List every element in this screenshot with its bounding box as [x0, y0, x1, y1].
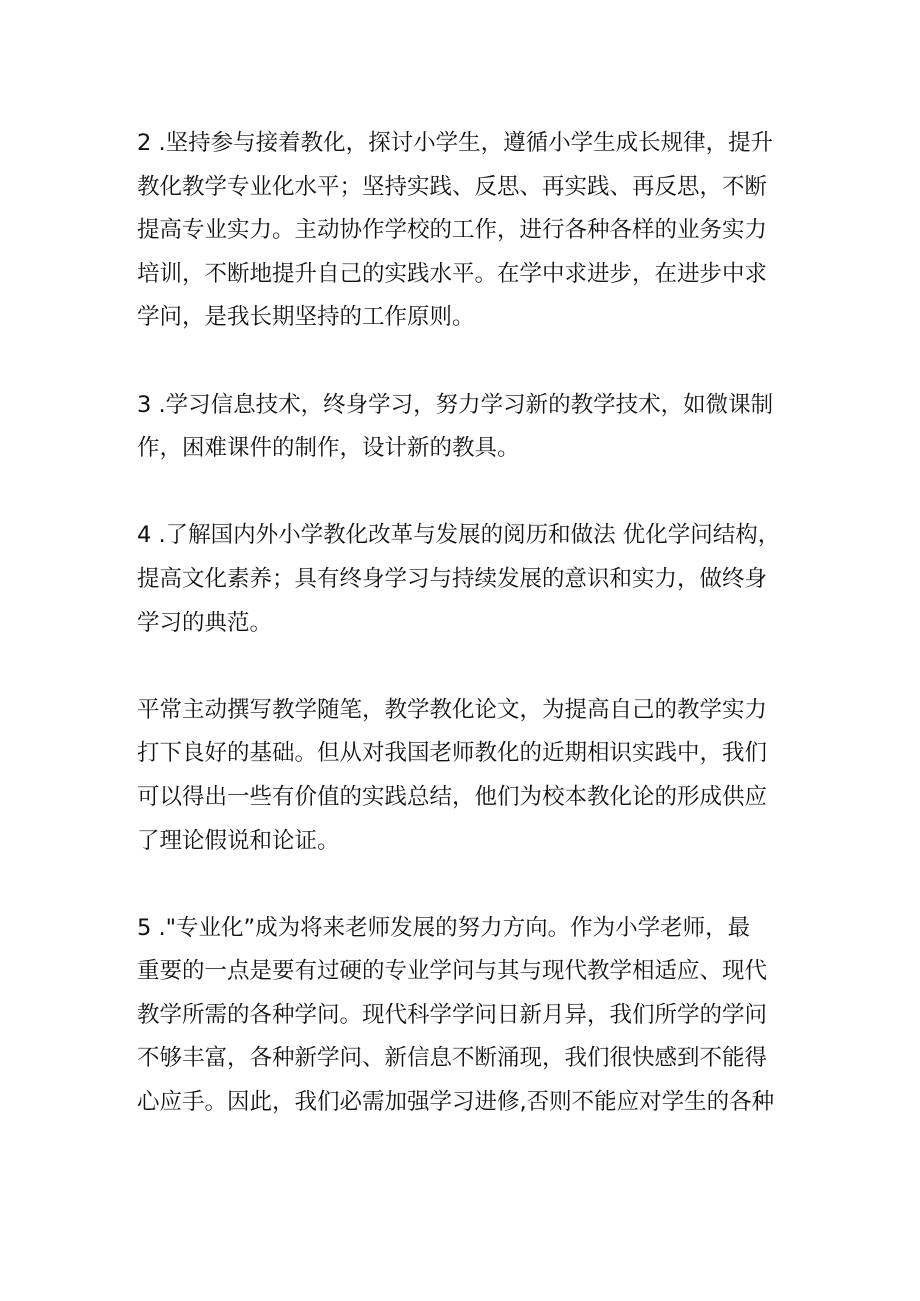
text-line: 提高文化素养；具有终身学习与持续发展的意识和实力，做终身 — [137, 565, 768, 592]
document-body — [137, 122, 792, 1168]
paragraph-item-2 — [137, 122, 792, 340]
text-line: 2 .坚持参与接着教化，探讨小学生，遵循小学生成长规律，提升 — [137, 130, 774, 156]
text-line: 教化教学专业化水平；坚持实践、反思、再实践、再反思，不断 — [137, 173, 768, 200]
text-line: 教学所需的各种学问。现代科学学问日新月异，我们所学的学问 — [137, 1001, 768, 1028]
text-line: 可以得出一些有价值的实践总结，他们为校本教化论的形成供应 — [137, 783, 768, 810]
text-line: 重要的一点是要有过硬的专业学问与其与现代教学相适应、现代 — [137, 958, 768, 985]
paragraph-item-5 — [137, 907, 792, 1125]
paragraph-plain — [137, 689, 792, 863]
text-line: 培训，不断地提升自己的实践水平。在学中求进步，在进步中求 — [137, 260, 768, 287]
text-line: 不够丰富，各种新学问、新信息不断涌现，我们很快感到不能得 — [137, 1045, 768, 1072]
text-line: 学问，是我长期坚持的工作原则。 — [137, 304, 475, 331]
text-line: 打下良好的基础。但从对我国老师教化的近期相识实践中，我们 — [137, 740, 768, 767]
text-line: 平常主动撰写教学随笔，教学教化论文，为提高自己的教学实力 — [137, 696, 768, 723]
text-line: 3 .学习信息技术，终身学习，努力学习新的教学技术，如微课制 — [137, 391, 774, 418]
paragraph-item-4 — [137, 514, 792, 645]
text-line: 4 .了解国内外小学教化改革与发展的阅历和做法 优化学问结构， — [137, 522, 781, 549]
text-line: 学习的典范。 — [137, 609, 273, 636]
text-line: 提高专业实力。主动协作学校的工作，进行各种各样的业务实力 — [137, 217, 768, 244]
text-line: 作，困难课件的制作，设计新的教具。 — [137, 435, 520, 462]
text-line: 了理论假说和论证。 — [137, 827, 340, 854]
text-line: 5 ."专业化”成为将来老师发展的努力方向。作为小学老师，最 — [137, 914, 751, 941]
text-line: 心应手。因此，我们必需加强学习进修,否则不能应对学生的各种 — [137, 1089, 775, 1116]
paragraph-item-3 — [137, 384, 792, 471]
